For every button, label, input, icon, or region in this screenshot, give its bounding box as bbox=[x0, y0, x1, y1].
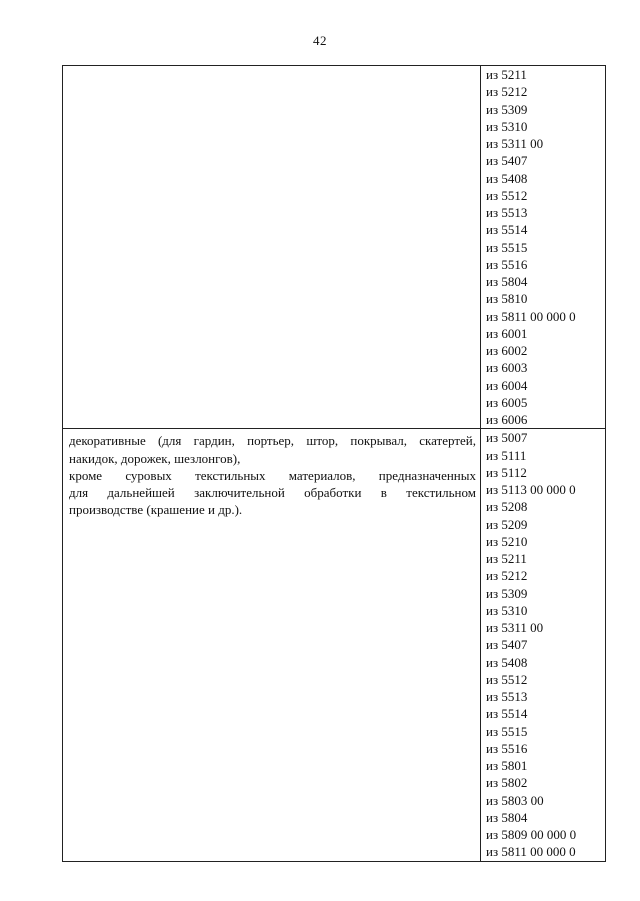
code-item: из 5513 bbox=[486, 689, 528, 704]
code-item: из 5804 bbox=[486, 809, 528, 825]
code-item: из 5515 bbox=[486, 723, 528, 739]
code-item: из 5515 bbox=[486, 239, 528, 255]
code-item: из 5514 bbox=[486, 706, 528, 722]
code-item: из 5310 bbox=[486, 118, 528, 134]
code-item: из 5801 bbox=[486, 758, 528, 773]
code-item: из 5212 bbox=[486, 84, 528, 100]
code-item: из 5311 00 bbox=[486, 136, 544, 151]
code-item: из 5512 bbox=[486, 187, 528, 203]
code-item: из 5516 bbox=[486, 256, 528, 272]
code-item: из 5311 00 bbox=[486, 620, 544, 635]
code-item: из 5407 bbox=[486, 153, 528, 169]
code-item: из 5514 bbox=[486, 222, 528, 238]
code-item: из 5310 bbox=[486, 602, 528, 618]
code-item: из 5802 bbox=[486, 775, 528, 791]
goods-table bbox=[62, 65, 606, 862]
description-line: производстве (крашение и др.). bbox=[69, 502, 243, 518]
description-cell bbox=[63, 66, 481, 429]
code-item: из 5810 bbox=[486, 291, 528, 307]
code-item: из 5309 bbox=[486, 585, 528, 601]
code-item: из 5211 bbox=[486, 551, 527, 566]
description-text bbox=[63, 429, 480, 518]
code-item: из 6001 bbox=[486, 325, 528, 341]
code-item: из 6006 bbox=[486, 412, 528, 427]
code-item: из 5007 bbox=[486, 430, 528, 446]
codes-list bbox=[481, 66, 605, 428]
code-item: из 5111 bbox=[486, 447, 527, 463]
code-item: из 5210 bbox=[486, 533, 528, 549]
code-item: из 5811 00 000 0 bbox=[486, 308, 576, 324]
code-item: из 6002 bbox=[486, 343, 528, 358]
codes-cell bbox=[481, 66, 606, 429]
code-item: из 5516 bbox=[486, 740, 528, 756]
code-item: из 5804 bbox=[486, 274, 528, 289]
description-line: декоративные (для гардин, портьер, штор, покрывал, скатертей, bbox=[69, 433, 476, 449]
code-item: из 5809 00 000 0 bbox=[486, 827, 577, 842]
code-item: из 5407 bbox=[486, 637, 528, 653]
code-item: из 5408 bbox=[486, 654, 528, 670]
code-item: из 5113 00 000 0 bbox=[486, 482, 576, 497]
code-item: из 5408 bbox=[486, 170, 528, 186]
page-number: 42 bbox=[313, 33, 327, 48]
code-item: из 5209 bbox=[486, 516, 528, 532]
description-line: кроме суровых текстильных материалов, предназначенных bbox=[69, 467, 476, 483]
code-item: из 6003 bbox=[486, 360, 528, 376]
table-row bbox=[63, 429, 606, 861]
table-row bbox=[63, 66, 606, 429]
code-item: из 6004 bbox=[486, 377, 528, 393]
description-cell bbox=[63, 429, 481, 861]
code-item: из 5212 bbox=[486, 568, 528, 584]
description-line: накидок, дорожек, шезлонгов), bbox=[69, 450, 241, 466]
code-item: из 5211 bbox=[486, 67, 527, 82]
code-item: из 5112 bbox=[486, 464, 527, 480]
code-item: из 5803 00 bbox=[486, 792, 544, 808]
code-item: из 5811 00 000 0 bbox=[486, 844, 576, 860]
code-item: из 5309 bbox=[486, 101, 528, 117]
codes-list bbox=[481, 429, 605, 860]
description-line: для дальнейшей заключительной обработки в текстильном bbox=[69, 485, 476, 501]
code-item: из 5208 bbox=[486, 499, 528, 515]
codes-cell bbox=[481, 429, 606, 861]
code-item: из 5512 bbox=[486, 671, 528, 687]
code-item: из 6005 bbox=[486, 394, 528, 410]
code-item: из 5513 bbox=[486, 205, 528, 220]
